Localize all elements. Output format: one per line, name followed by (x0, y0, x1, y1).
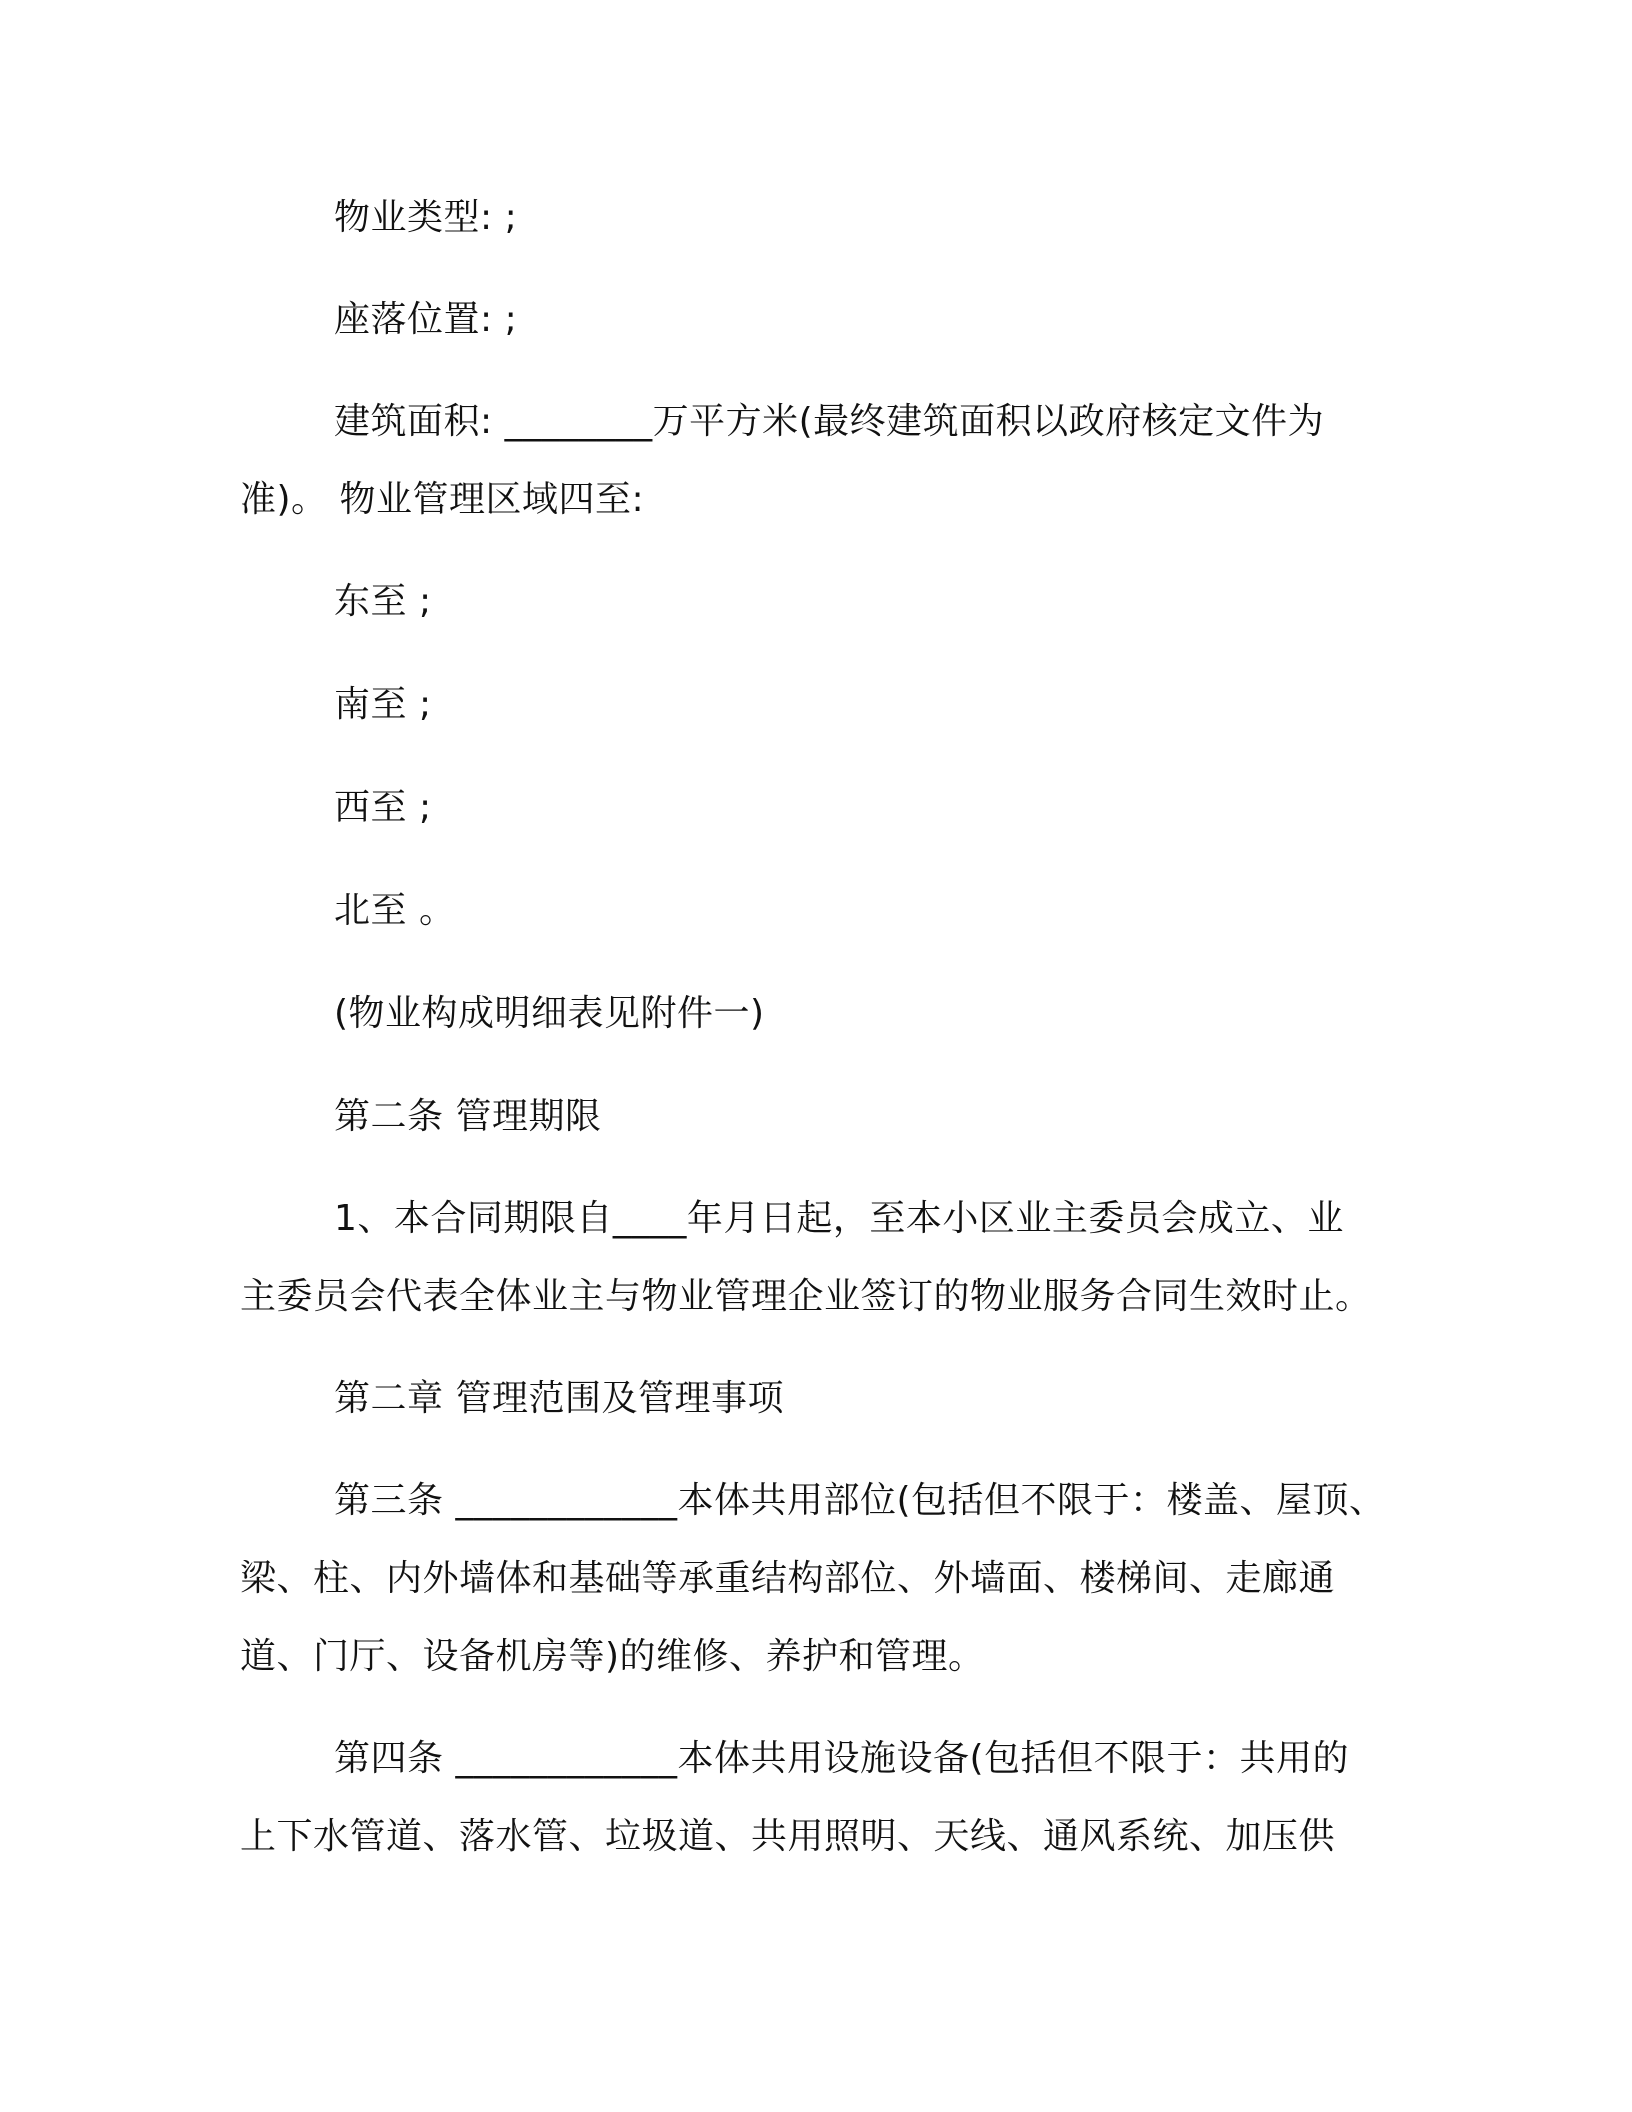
article-three-line-2: 梁、柱、内外墙体和基础等承重结构部位、外墙面、楼梯间、走廊通 (240, 1558, 1336, 1599)
article-three-line-3: 道、门厅、设备机房等)的维修、养护和管理。 (240, 1636, 985, 1677)
location-line: 座落位置: ; (334, 299, 518, 340)
article-three-line-1: 第三条 ____________本体共用部位(包括但不限于：楼盖、屋顶、 (334, 1480, 1386, 1521)
term-clause-line-2: 主委员会代表全体业主与物业管理企业签订的物业服务合同生效时止。 (240, 1276, 1372, 1317)
article-two-heading: 第二条 管理期限 (334, 1096, 602, 1137)
boundaries-intro-line: 准)。 物业管理区域四至: (240, 479, 645, 520)
south-boundary-line: 南至 ; (334, 684, 432, 725)
east-boundary-line: 东至 ; (334, 581, 432, 622)
article-four-line-2: 上下水管道、落水管、垃圾道、共用照明、天线、通风系统、加压供 (240, 1816, 1336, 1857)
chapter-two-heading: 第二章 管理范围及管理事项 (334, 1378, 784, 1419)
building-area-line: 建筑面积: ________万平方米(最终建筑面积以政府核定文件为 (334, 401, 1325, 442)
property-type-line: 物业类型: ; (334, 197, 518, 238)
west-boundary-line: 西至 ; (334, 787, 432, 828)
north-boundary-line: 北至 。 (334, 890, 456, 931)
article-four-line-1: 第四条 ____________本体共用设施设备(包括但不限于：共用的 (334, 1738, 1349, 1779)
appendix-note-line: (物业构成明细表见附件一) (334, 993, 765, 1034)
term-clause-line-1: 1、本合同期限自____年月日起，至本小区业主委员会成立、业 (334, 1198, 1344, 1239)
